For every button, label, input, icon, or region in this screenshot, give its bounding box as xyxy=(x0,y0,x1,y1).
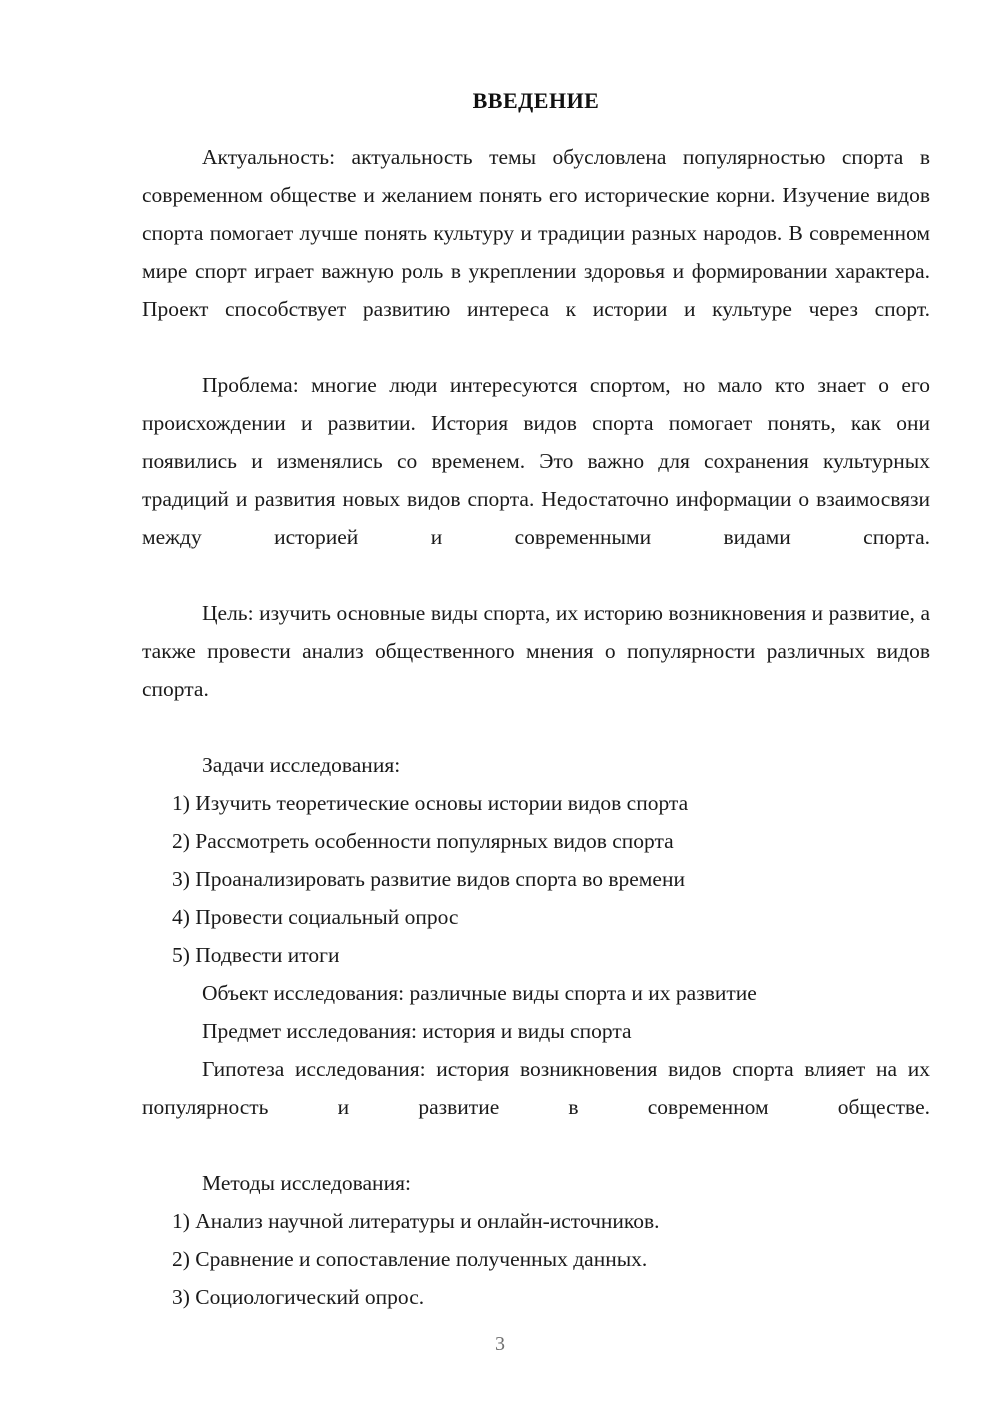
list-item: 1) Анализ научной литературы и онлайн-источников. xyxy=(172,1209,660,1234)
list-item: 2) Сравнение и сопоставление полученных данных. xyxy=(172,1247,648,1272)
tasks-heading: Задачи исследования: xyxy=(202,753,401,778)
paragraph-goal: Цель: изучить основные виды спорта, их историю возникновения и развитие, а также провести анализ общественного мнения о популярности различных видов спорта. xyxy=(142,601,930,702)
methods-list xyxy=(142,1202,930,1316)
paragraph-hypothesis: Гипотеза исследования: история возникновения видов спорта влияет на их популярность и развитие в современном обществе. xyxy=(142,1057,930,1120)
paragraph-problem: Проблема: многие люди интересуются спортом, но мало кто знает о его происхождении и развитии. История видов спорта помогает понять, как они появились и изменялись со временем. Это важно для сохранения культурных традиций и развития новых видов спорта. Недостаточно информации о взаимосвязи между историей и современными видами спорта. xyxy=(142,373,930,550)
list-item: 1) Изучить теоретические основы истории видов спорта xyxy=(172,791,689,816)
methods-heading: Методы исследования: xyxy=(202,1171,411,1196)
list-item: 3) Социологический опрос. xyxy=(172,1285,425,1310)
page-number: 3 xyxy=(495,1333,505,1355)
list-item: 2) Рассмотреть особенности популярных видов спорта xyxy=(172,829,674,854)
page-title: ВВЕДЕНИЕ xyxy=(472,88,600,113)
paragraph-subject: Предмет исследования: история и виды спорта xyxy=(202,1019,632,1044)
tasks-list xyxy=(142,784,930,974)
document-body xyxy=(142,88,930,1316)
paragraph-relevance: Актуальность: актуальность темы обусловлена популярностью спорта в современном обществе и желанием понять его исторические корни. Изучение видов спорта помогает лучше понять культуру и традиции разных народов. В современном мире спорт играет важную роль в укреплении здоровья и формировании характера. Проект способствует развитию интереса к истории и культуре через спорт. xyxy=(142,145,930,322)
list-item: 3) Проанализировать развитие видов спорта во времени xyxy=(172,867,685,892)
list-item: 4) Провести социальный опрос xyxy=(172,905,459,930)
paragraph-object: Объект исследования: различные виды спорта и их развитие xyxy=(202,981,757,1006)
list-item: 5) Подвести итоги xyxy=(172,943,340,968)
